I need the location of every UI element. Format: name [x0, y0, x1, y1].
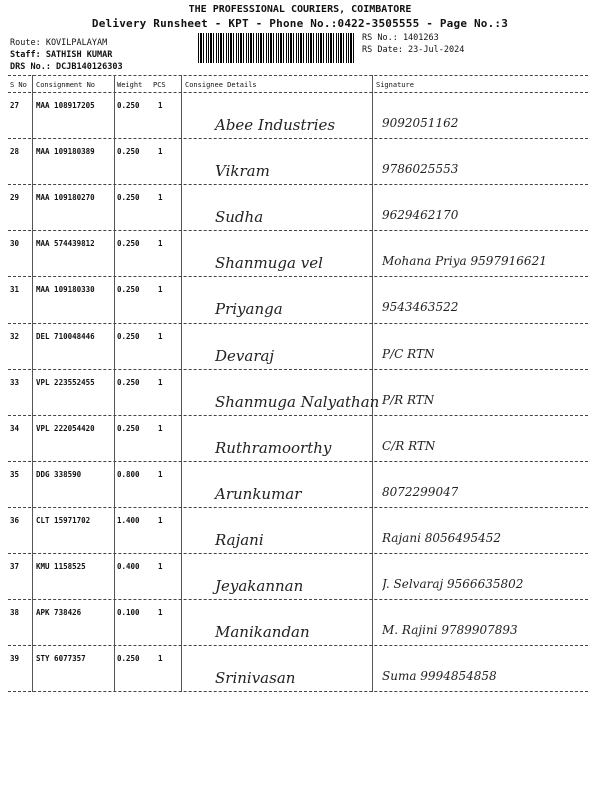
row-pcs: 1	[158, 469, 163, 479]
row-weight: 0.400	[117, 562, 140, 571]
row-sno: 36	[10, 515, 20, 525]
row-weight: 1.400	[117, 515, 140, 525]
row-pcs: 1	[158, 515, 163, 525]
row-consignment: MAA 109180389	[36, 147, 95, 157]
row-consignee: Devaraj	[215, 346, 275, 365]
row-consignee: Shanmuga Nalyathan	[215, 392, 380, 411]
row-consignee: Priyanga	[215, 300, 283, 319]
row-divider	[8, 230, 588, 231]
row-pcs: 1	[158, 562, 163, 571]
row-sno: 30	[10, 239, 20, 249]
col-signature: Signature	[376, 81, 414, 89]
row-pcs: 1	[158, 377, 163, 387]
row-divider	[8, 138, 588, 139]
row-consignee: Rajani	[215, 530, 264, 549]
row-consignee: Shanmuga vel	[215, 254, 323, 273]
row-weight: 0.100	[117, 608, 140, 618]
row-signature: Suma 9994854858	[382, 669, 497, 684]
row-signature: 9629462170	[382, 208, 459, 223]
row-divider	[8, 507, 588, 508]
row-divider	[8, 599, 588, 600]
row-weight: 0.250	[117, 285, 140, 295]
row-pcs: 1	[158, 239, 163, 249]
row-pcs: 1	[158, 147, 163, 157]
row-signature: P/C RTN	[382, 346, 435, 361]
row-divider	[8, 461, 588, 462]
barcode	[198, 33, 355, 63]
row-consignment: STY 6077357	[36, 654, 86, 664]
row-consignment: CLT 15971702	[36, 515, 91, 525]
col-sno: S No	[10, 81, 27, 89]
row-consignment: VPL 222054420	[36, 423, 95, 433]
row-pcs: 1	[158, 608, 163, 618]
row-consignment: MAA 574439812	[36, 239, 95, 249]
row-sno: 33	[10, 377, 20, 387]
row-consignee: Vikram	[215, 162, 270, 181]
row-divider	[8, 645, 588, 646]
row-signature: Rajani 8056495452	[382, 530, 502, 545]
row-divider	[8, 184, 588, 185]
row-divider	[8, 415, 588, 416]
row-consignment: VPL 223552455	[36, 377, 95, 387]
table-rule	[8, 92, 588, 93]
row-sno: 39	[10, 654, 20, 664]
row-divider	[8, 369, 588, 370]
col-consignment: Consignment No	[36, 81, 96, 89]
row-consignee: Arunkumar	[215, 484, 302, 503]
row-sno: 38	[10, 608, 20, 618]
col-consignee: Consignee Details	[185, 81, 257, 89]
row-pcs: 1	[158, 193, 163, 203]
row-pcs: 1	[158, 285, 163, 295]
row-consignee: Jeyakannan	[215, 577, 304, 595]
row-signature: C/R RTN	[382, 438, 436, 453]
row-sno: 37	[10, 562, 20, 571]
row-signature: P/R RTN	[382, 392, 435, 407]
row-weight: 0.250	[117, 377, 140, 387]
row-consignment: APK 738426	[36, 608, 82, 618]
row-consignment: MAA 109180270	[36, 193, 95, 203]
row-pcs: 1	[158, 101, 163, 110]
staff: Staff: SATHISH KUMAR	[10, 50, 113, 60]
row-signature: J. Selvaraj 9566635802	[382, 577, 524, 591]
col-pcs: PCS	[153, 81, 166, 89]
row-weight: 0.800	[117, 469, 140, 479]
row-divider	[8, 323, 588, 324]
row-sno: 34	[10, 423, 20, 433]
runsheet-title: Delivery Runsheet - KPT - Phone No.:0422-3505555 - Page No.:3	[91, 17, 509, 30]
row-sno: 29	[10, 193, 20, 203]
row-consignee: Srinivasan	[215, 669, 296, 688]
row-consignment: MAA 108917205	[36, 101, 95, 110]
row-signature: Mohana Priya 9597916621	[382, 254, 547, 269]
row-consignee: Manikandan	[215, 623, 310, 642]
row-divider	[8, 276, 588, 277]
row-sno: 27	[10, 101, 20, 110]
row-weight: 0.250	[117, 147, 140, 157]
row-weight: 0.250	[117, 101, 140, 110]
row-signature: 8072299047	[382, 484, 459, 499]
row-consignment: KMU 1158525	[36, 562, 86, 571]
row-pcs: 1	[158, 423, 163, 433]
route: Route: KOVILPALAYAM	[10, 38, 108, 48]
row-signature: 9543463522	[382, 300, 459, 315]
row-sno: 28	[10, 147, 20, 157]
row-weight: 0.250	[117, 654, 140, 664]
row-signature: M. Rajini 9789907893	[382, 623, 518, 638]
row-consignee: Sudha	[215, 208, 264, 227]
row-weight: 0.250	[117, 239, 140, 249]
rs-date: RS Date: 23-Jul-2024	[362, 45, 465, 55]
drs-number: DRS No.: DCJB140126303	[10, 62, 123, 72]
row-consignee: Ruthramoorthy	[215, 438, 332, 457]
row-consignment: DDG 338590	[36, 469, 82, 479]
row-divider	[8, 553, 588, 554]
row-consignment: DEL 710048446	[36, 331, 95, 341]
row-pcs: 1	[158, 654, 163, 664]
table-rule	[8, 75, 588, 76]
row-sno: 35	[10, 469, 20, 479]
row-weight: 0.250	[117, 193, 140, 203]
row-signature: 9092051162	[382, 116, 459, 130]
row-weight: 0.250	[117, 331, 140, 341]
row-sno: 31	[10, 285, 20, 295]
row-consignment: MAA 109180330	[36, 285, 95, 295]
company-title: THE PROFESSIONAL COURIERS, COIMBATORE	[188, 4, 412, 15]
col-weight: Weight	[117, 81, 143, 89]
row-weight: 0.250	[117, 423, 140, 433]
row-divider	[8, 691, 588, 692]
row-consignee: Abee Industries	[215, 116, 336, 134]
rs-number: RS No.: 1401263	[362, 33, 439, 43]
row-sno: 32	[10, 331, 20, 341]
row-signature: 9786025553	[382, 162, 459, 177]
row-pcs: 1	[158, 331, 163, 341]
